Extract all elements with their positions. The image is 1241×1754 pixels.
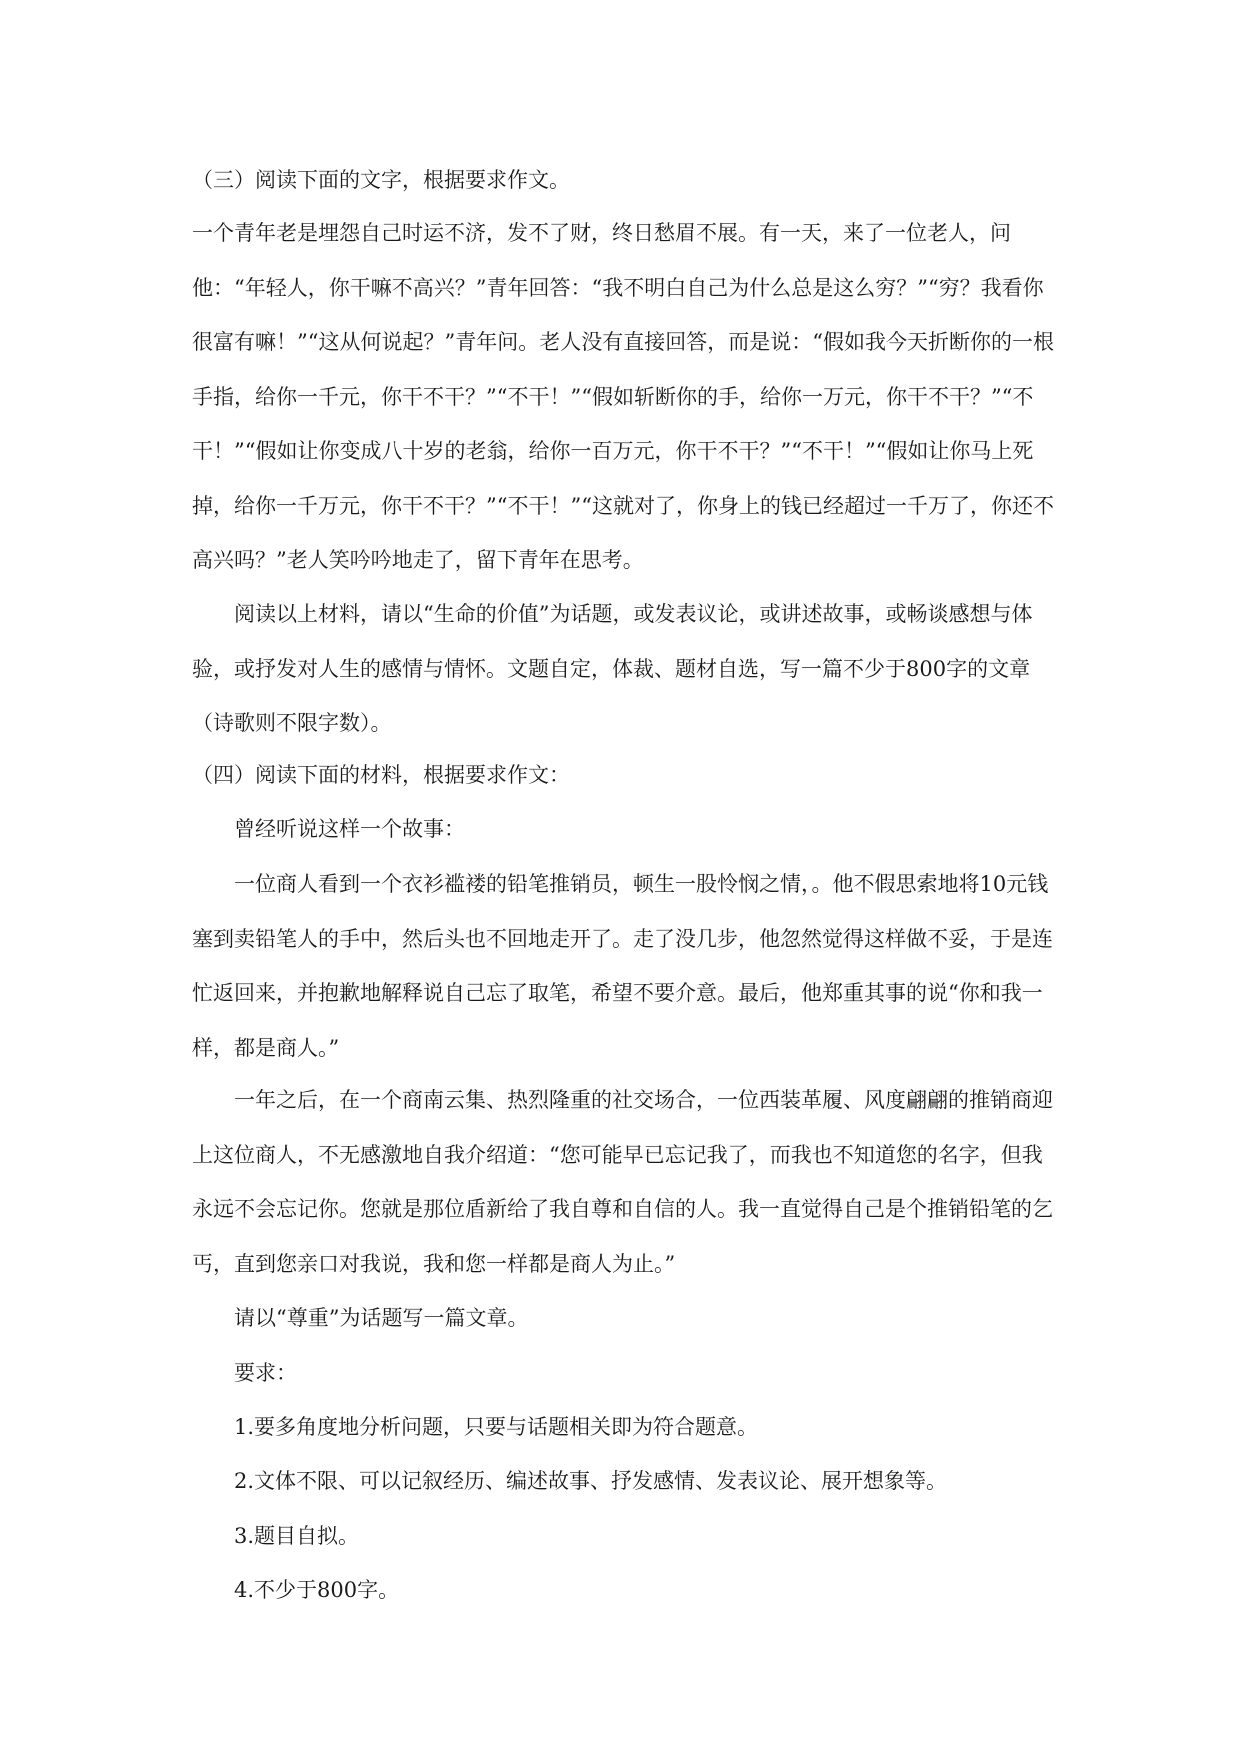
section-3-story: 一个青年老是埋怨自己时运不济，发不了财，终日愁眉不展。有一天，来了一位老人，问他：“年轻人，你干嘛不高兴？”青年回答：“我不明白自己为什么总是这么穷？”“穷？我看你很富有嘛！”“这从何说起？”青年问。老人没有直接回答，而是说：“假如我今天折断你的一根手指，给你一千元，你干不干？”“不干！”“假如斩断你的手，给你一万元，你干不干？”“不干！”“假如让你变成八十岁的老翁，给你一百万元，你干不干？”“不干！”“假如让你马上死掉，给你一千万元，你干不干？”“不干！”“这就对了，你身上的钱已经超过一千万了，你还不高兴吗？”老人笑吟吟地走了，留下青年在思考。 (192, 221, 1054, 572)
section-4-story-paragraph-2: 一年之后，在一个商南云集、热烈隆重的社交场合，一位西装革履、风度翩翩的推销商迎上这位商人，不无感激地自我介绍道：“您可能早已忘记我了，而我也不知道您的名字，但我永远不会忘记你。您就是那位盾新给了我自尊和自信的人。我一直觉得自己是个推销铅笔的乞丐，直到您亲口对我说，我和您一样都是商人为止。” (192, 1088, 1053, 1276)
section-4-heading: （四）阅读下面的材料，根据要求作文： (192, 763, 570, 787)
requirements-label: 要求： (234, 1361, 297, 1385)
requirement-item: 1.要多角度地分析问题，只要与话题相关即为符合题意。 (234, 1415, 759, 1439)
section-4-intro: 曾经听说这样一个故事： (234, 817, 465, 841)
section-4-story-paragraph-1: 一位商人看到一个衣衫褴褛的铅笔推销员，顿生一股怜悯之情，。他不假思索地将10元钱塞到卖铅笔人的手中，然后头也不回地走开了。走了没几步，他忽然觉得这样做不妥，于是连忙返回来，并抱歉地解释说自己忘了取笔，希望不要介意。最后，他郑重其事的说“你和我一样，都是商人。” (192, 872, 1053, 1060)
section-3-prompt: 阅读以上材料，请以“生命的价值”为话题，或发表议论，或讲述故事，或畅谈感想与体验，或抒发对人生的感情与情怀。文题自定，体裁、题材自选，写一篇不少于800字的文章（诗歌则不限字数）。 (192, 602, 1033, 735)
requirement-item: 4.不少于800字。 (234, 1578, 400, 1602)
section-3-heading: （三）阅读下面的文字，根据要求作文。 (192, 168, 570, 192)
requirement-item: 3.题目自拟。 (234, 1524, 360, 1548)
requirement-item: 2.文体不限、可以记叙经历、编述故事、抒发感情、发表议论、展开想象等。 (234, 1469, 948, 1493)
section-4-topic: 请以“尊重”为话题写一篇文章。 (234, 1306, 529, 1330)
